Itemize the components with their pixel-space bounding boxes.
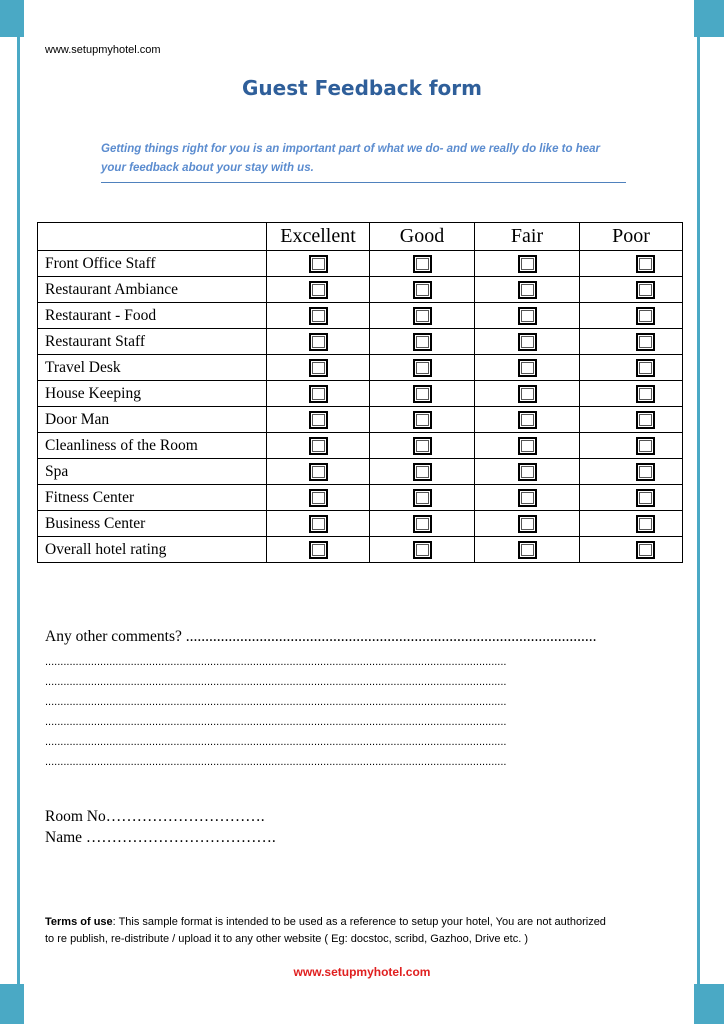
row-label: Overall hotel rating [38,537,267,563]
rating-cell-good [370,251,475,277]
checkbox-excellent[interactable] [309,437,328,455]
row-label: Travel Desk [38,355,267,381]
rating-cell-fair [475,407,580,433]
rating-cell-fair [475,381,580,407]
table-row [38,433,683,459]
checkbox-excellent[interactable] [309,463,328,481]
checkbox-poor[interactable] [636,489,655,507]
rating-cell-poor [580,329,683,355]
intro-line-1: Getting things right for you is an important part of what we do- and we really do like to hear [101,143,601,155]
checkbox-excellent[interactable] [309,515,328,533]
row-label: Spa [38,459,267,485]
table-row [38,303,683,329]
intro-underline [101,182,626,183]
rating-cell-fair [475,277,580,303]
checkbox-good[interactable] [413,541,432,559]
row-label: Restaurant Ambiance [38,277,267,303]
rating-cell-excellent [267,511,370,537]
rating-cell-fair [475,459,580,485]
checkbox-good[interactable] [413,385,432,403]
checkbox-poor[interactable] [636,307,655,325]
column-header-blank [38,223,267,251]
checkbox-fair[interactable] [518,281,537,299]
checkbox-good[interactable] [413,463,432,481]
table-row [38,485,683,511]
comments-line[interactable]: ....................................................................................................................................................... [45,756,507,768]
checkbox-good[interactable] [413,281,432,299]
right-border-rule [697,0,700,1024]
terms-of-use [45,914,685,948]
terms-line-1 [45,914,685,931]
comments-line[interactable]: ....................................................................................................................................................... [45,656,507,668]
checkbox-excellent[interactable] [309,541,328,559]
table-row [38,329,683,355]
checkbox-poor[interactable] [636,359,655,377]
rating-cell-excellent [267,433,370,459]
rating-cell-fair [475,251,580,277]
column-header-fair: Fair [475,223,580,251]
checkbox-fair[interactable] [518,385,537,403]
row-label: Front Office Staff [38,251,267,277]
checkbox-poor[interactable] [636,255,655,273]
checkbox-good[interactable] [413,411,432,429]
rating-cell-fair [475,537,580,563]
rating-cell-excellent [267,381,370,407]
table-row [38,355,683,381]
rating-cell-excellent [267,277,370,303]
row-label: Fitness Center [38,485,267,511]
checkbox-good[interactable] [413,333,432,351]
rating-cell-good [370,381,475,407]
table-row [38,537,683,563]
checkbox-fair[interactable] [518,541,537,559]
rating-cell-good [370,537,475,563]
rating-cell-excellent [267,303,370,329]
column-header-poor: Poor [580,223,683,251]
checkbox-fair[interactable] [518,515,537,533]
rating-cell-good [370,277,475,303]
checkbox-excellent[interactable] [309,255,328,273]
footer-site-url[interactable]: www.setupmyhotel.com [293,965,431,979]
left-border-rule [17,0,20,1024]
table-row [38,407,683,433]
rating-cell-poor [580,355,683,381]
rating-cell-fair [475,355,580,381]
rating-cell-poor [580,303,683,329]
checkbox-fair[interactable] [518,307,537,325]
checkbox-excellent[interactable] [309,281,328,299]
terms-line-2: to re publish, re-distribute / upload it to any other website ( Eg: docstoc, scribd, Gazhoo, Drive etc. ) [45,933,529,945]
checkbox-good[interactable] [413,489,432,507]
rating-cell-excellent [267,407,370,433]
checkbox-fair[interactable] [518,255,537,273]
checkbox-good[interactable] [413,515,432,533]
rating-cell-poor [580,511,683,537]
rating-cell-fair [475,511,580,537]
rating-cell-good [370,303,475,329]
column-header-excellent: Excellent [267,223,370,251]
row-label: Cleanliness of the Room [38,433,267,459]
rating-cell-excellent [267,459,370,485]
table-row [38,251,683,277]
comments-line[interactable]: ....................................................................................................................................................... [45,676,507,688]
checkbox-poor[interactable] [636,281,655,299]
checkbox-good[interactable] [413,437,432,455]
row-label: Restaurant Staff [38,329,267,355]
rating-cell-excellent [267,251,370,277]
rating-cell-poor [580,485,683,511]
rating-cell-poor [580,407,683,433]
checkbox-good[interactable] [413,255,432,273]
rating-cell-excellent [267,485,370,511]
table-header-row [38,223,683,251]
checkbox-fair[interactable] [518,489,537,507]
rating-cell-poor [580,381,683,407]
rating-cell-excellent [267,355,370,381]
table-row [38,381,683,407]
rating-cell-good [370,355,475,381]
comments-label[interactable]: Any other comments? .......................................................................................................... [45,628,597,645]
terms-text-1: : This sample format is intended to be used as a reference to setup your hotel, You are not authorized [112,916,606,928]
feedback-table [37,222,683,563]
rating-cell-poor [580,433,683,459]
checkbox-fair[interactable] [518,463,537,481]
intro-line-2: your feedback about your stay with us. [101,162,314,174]
rating-cell-poor [580,277,683,303]
rating-cell-good [370,433,475,459]
comments-line[interactable]: ....................................................................................................................................................... [45,736,507,748]
room-number-field[interactable]: Room No…………………………. [45,808,265,825]
checkbox-poor[interactable] [636,463,655,481]
row-label: Business Center [38,511,267,537]
header-site-url: www.setupmyhotel.com [45,44,161,56]
rating-cell-poor [580,251,683,277]
checkbox-excellent[interactable] [309,333,328,351]
checkbox-excellent[interactable] [309,489,328,507]
checkbox-good[interactable] [413,359,432,377]
row-label: House Keeping [38,381,267,407]
checkbox-excellent[interactable] [309,385,328,403]
intro-text [101,140,626,178]
table-row [38,459,683,485]
rating-cell-fair [475,485,580,511]
terms-label: Terms of use [45,916,113,928]
comments-line[interactable]: ....................................................................................................................................................... [45,696,507,708]
checkbox-good[interactable] [413,307,432,325]
rating-cell-excellent [267,329,370,355]
rating-cell-poor [580,459,683,485]
row-label: Door Man [38,407,267,433]
row-label: Restaurant - Food [38,303,267,329]
checkbox-poor[interactable] [636,541,655,559]
rating-cell-excellent [267,537,370,563]
table-row [38,511,683,537]
name-field[interactable]: Name ………………………………. [45,829,276,846]
rating-cell-fair [475,329,580,355]
rating-cell-good [370,511,475,537]
form-page [24,0,694,1024]
rating-cell-poor [580,537,683,563]
rating-cell-good [370,329,475,355]
checkbox-excellent[interactable] [309,411,328,429]
page-title: Guest Feedback form [241,76,483,100]
checkbox-fair[interactable] [518,359,537,377]
rating-cell-good [370,407,475,433]
checkbox-poor[interactable] [636,385,655,403]
rating-cell-good [370,459,475,485]
checkbox-poor[interactable] [636,515,655,533]
checkbox-poor[interactable] [636,333,655,351]
checkbox-excellent[interactable] [309,359,328,377]
rating-cell-good [370,485,475,511]
rating-cell-fair [475,303,580,329]
column-header-good: Good [370,223,475,251]
checkbox-fair[interactable] [518,437,537,455]
rating-cell-fair [475,433,580,459]
comments-line[interactable]: ....................................................................................................................................................... [45,716,507,728]
checkbox-poor[interactable] [636,411,655,429]
checkbox-poor[interactable] [636,437,655,455]
checkbox-excellent[interactable] [309,307,328,325]
checkbox-fair[interactable] [518,411,537,429]
table-row [38,277,683,303]
checkbox-fair[interactable] [518,333,537,351]
